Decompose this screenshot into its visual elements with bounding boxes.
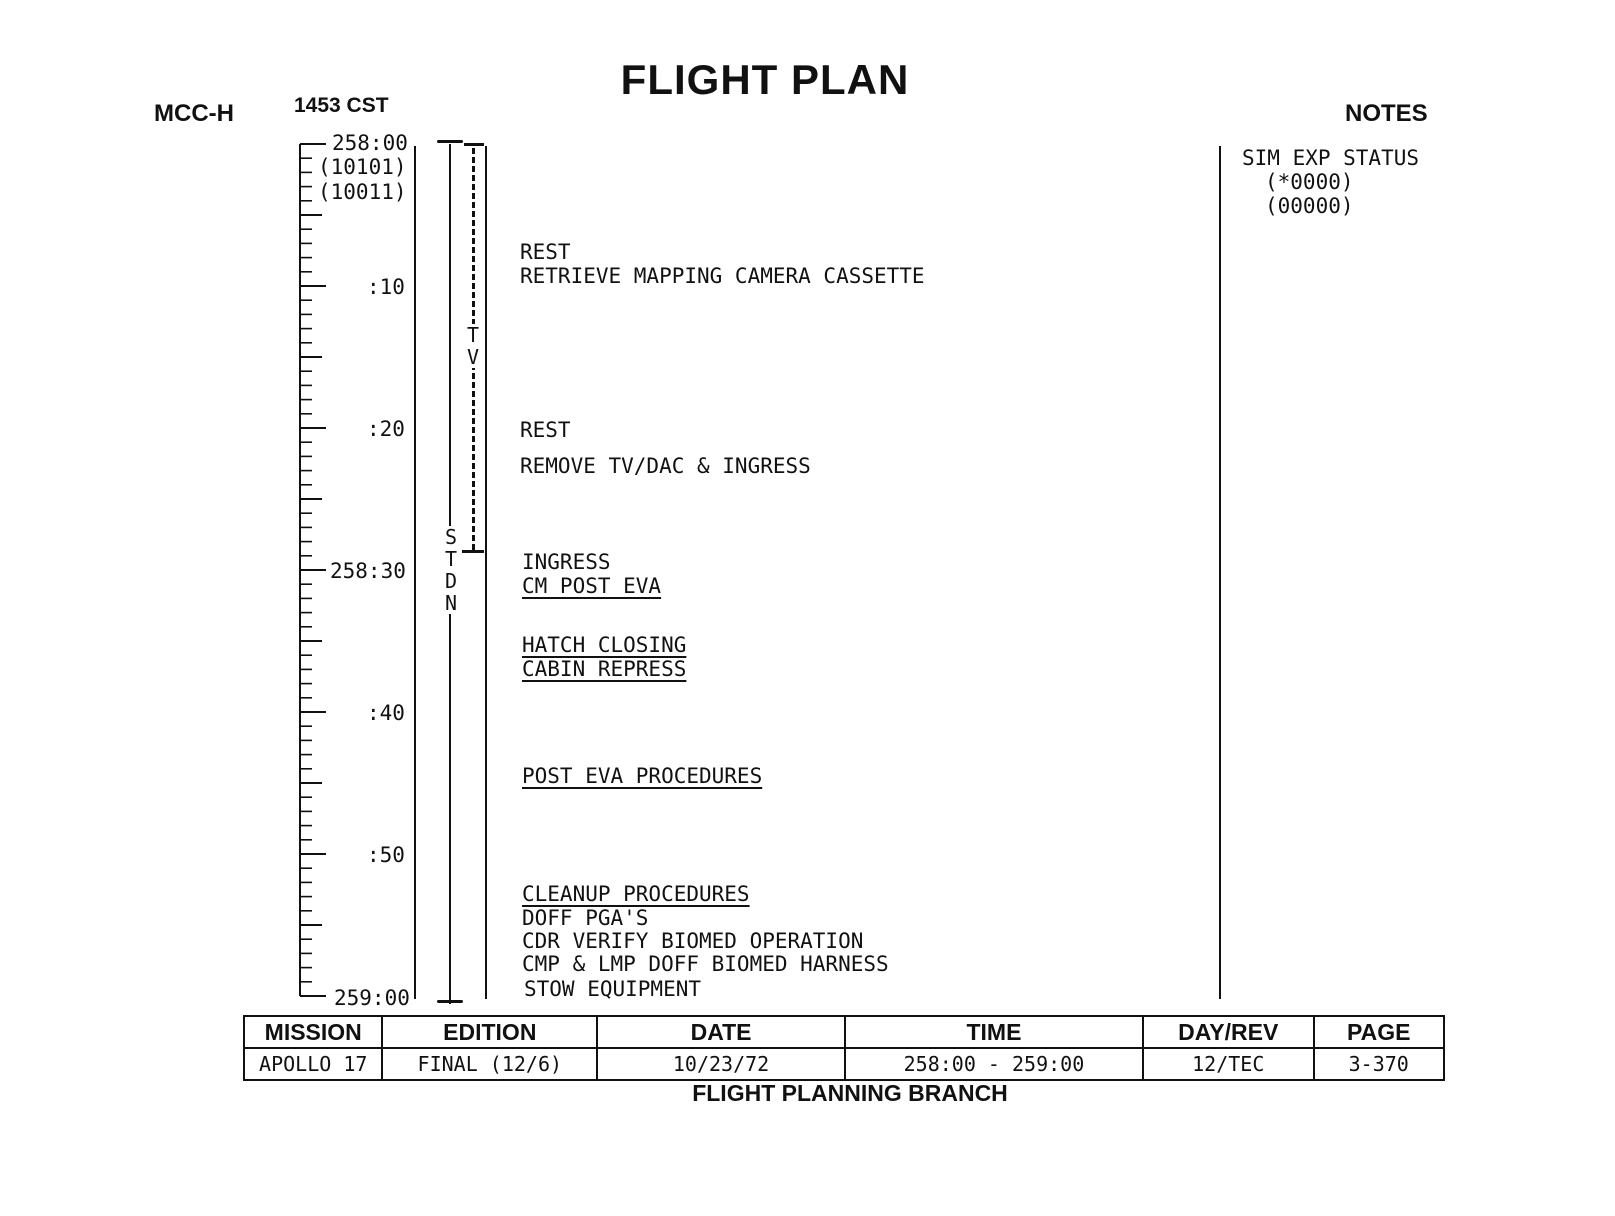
- rev-code-1: (10101): [318, 155, 407, 179]
- notes-sim-exp-status: SIM EXP STATUS: [1242, 146, 1420, 170]
- footer-header-date: DATE: [597, 1016, 845, 1048]
- footer-page-value: 3-370: [1314, 1048, 1444, 1080]
- activity-cmp-lmp-doff: CMP & LMP DOFF BIOMED HARNESS: [522, 952, 889, 976]
- tick-label-20: :20: [367, 417, 405, 441]
- tick-label-50: :50: [367, 843, 405, 867]
- stdn-bar-bottom-cap: [437, 1000, 463, 1003]
- rev-code-2: (10011): [318, 180, 407, 204]
- activity-cabin-repress: CABIN REPRESS: [522, 657, 687, 681]
- tv-bar-bottom-cap: [462, 550, 484, 553]
- end-time-label: 259:00: [334, 986, 410, 1010]
- footer-header-day-rev: DAY/REV: [1143, 1016, 1314, 1048]
- tv-bar-top-cap: [464, 143, 484, 146]
- activity-ingress: INGRESS: [522, 550, 611, 574]
- footer-header-page: PAGE: [1314, 1016, 1444, 1048]
- footer-branch: FLIGHT PLANNING BRANCH: [692, 1080, 1008, 1106]
- stdn-bar-top-cap: [437, 140, 463, 143]
- time-zone-label: 1453 CST: [294, 94, 389, 117]
- notes-code-2: (00000): [1265, 194, 1354, 218]
- footer-mission-value: APOLLO 17: [244, 1048, 382, 1080]
- page-title: FLIGHT PLAN: [620, 56, 910, 103]
- station-label: MCC-H: [154, 100, 234, 127]
- footer-header-row: [244, 1016, 1444, 1048]
- vertical-letter: T: [444, 547, 458, 571]
- stdn-label: [440, 526, 462, 614]
- vertical-letter: T: [466, 323, 480, 347]
- footer-header-edition: EDITION: [382, 1016, 597, 1048]
- tick-label-30: 258:30: [330, 559, 406, 583]
- activity-rest-1: REST: [520, 240, 571, 264]
- footer-value-row: [244, 1048, 1444, 1080]
- tick-label-40: :40: [367, 701, 405, 725]
- activity-hatch-closing: HATCH CLOSING: [522, 633, 687, 657]
- activity-stow-equipment: STOW EQUIPMENT: [524, 977, 702, 1001]
- activity-cdr-verify: CDR VERIFY BIOMED OPERATION: [522, 929, 864, 953]
- crew-timeline-line: [414, 146, 416, 999]
- activity-cm-post-eva: CM POST EVA: [522, 574, 662, 598]
- notes-code-1: (*0000): [1265, 170, 1354, 194]
- activity-timeline-line: [485, 146, 487, 999]
- notes-divider-line: [1219, 146, 1221, 999]
- vertical-letter: D: [444, 569, 458, 593]
- tv-label: [462, 324, 484, 368]
- vertical-letter: N: [444, 591, 458, 615]
- footer-edition-value: FINAL (12/6): [382, 1048, 597, 1080]
- footer-date-value: 10/23/72: [597, 1048, 845, 1080]
- activity-remove-tv: REMOVE TV/DAC & INGRESS: [520, 454, 811, 478]
- vertical-letter: V: [466, 345, 480, 369]
- footer-header-time: TIME: [845, 1016, 1143, 1048]
- vertical-letter: S: [444, 525, 458, 549]
- tick-label-10: :10: [367, 275, 405, 299]
- start-time-label: 258:00: [332, 131, 408, 155]
- footer-day-rev-value: 12/TEC: [1143, 1048, 1314, 1080]
- activity-doff-pgas: DOFF PGA'S: [522, 906, 649, 930]
- activity-rest-2: REST: [520, 418, 571, 442]
- activity-retrieve-cassette: RETRIEVE MAPPING CAMERA CASSETTE: [520, 264, 925, 288]
- notes-heading: NOTES: [1345, 100, 1428, 127]
- footer-table: [243, 1015, 1445, 1081]
- footer-time-value: 258:00 - 259:00: [845, 1048, 1143, 1080]
- activity-post-eva-procedures: POST EVA PROCEDURES: [522, 764, 763, 788]
- footer-header-mission: MISSION: [244, 1016, 382, 1048]
- activity-cleanup-procedures: CLEANUP PROCEDURES: [522, 882, 750, 906]
